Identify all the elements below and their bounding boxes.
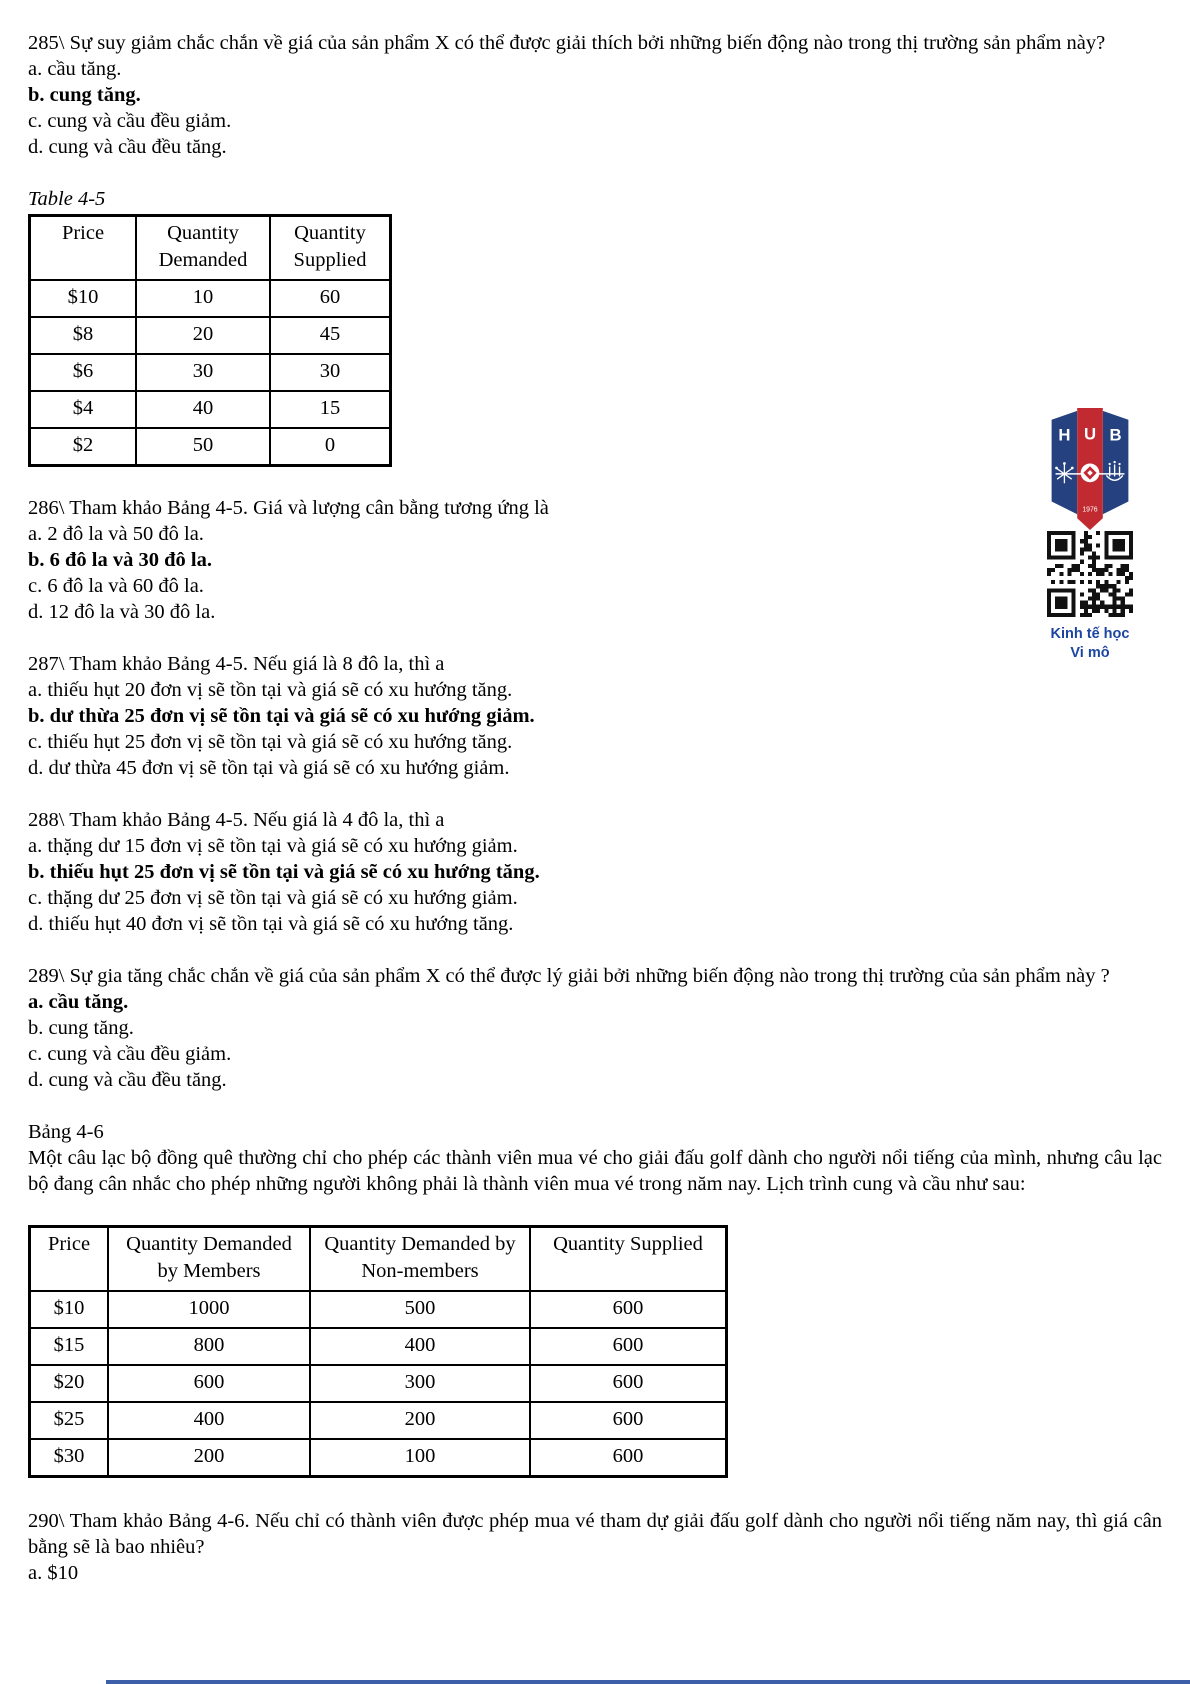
question-text: 289\ Sự gia tăng chắc chắn về giá của sản phẩm X có thể được lý giải bởi những biến động nào trong thị trường của sản phẩm này ? [28,965,1110,987]
question-286 [28,495,1162,625]
table-cell: $8 [30,317,137,354]
col-header: Quantity Supplied [270,216,391,281]
table-cell: 600 [530,1439,727,1477]
table-cell: 200 [310,1402,530,1439]
table-cell: 500 [310,1291,530,1328]
footer-divider [106,1680,1190,1684]
logo-letter-u: U [1083,424,1097,444]
table-cell: $30 [30,1439,109,1477]
table-cell: 300 [310,1365,530,1402]
col-header: Quantity Supplied [530,1227,727,1292]
table-cell: 400 [108,1402,310,1439]
option-d: d. cung và cầu đều tăng. [28,136,227,158]
table-cell: 10 [136,280,270,317]
question-285 [28,30,1162,160]
qr-code [1047,531,1133,617]
table-cell: 30 [136,354,270,391]
logo-letter-h: H [1058,425,1071,445]
col-header: Quantity Demanded by Non-members [310,1227,530,1292]
table-row [30,1365,727,1402]
table-cell: 60 [270,280,391,317]
option-a: a. thặng dư 15 đơn vị sẽ tồn tại và giá sẽ có xu hướng giảm. [28,835,518,857]
table-row [30,1328,727,1365]
col-header: Quantity Demanded [136,216,270,281]
option-b-correct: b. cung tăng. [28,84,141,106]
diamond-emblem-icon [1081,464,1100,483]
table-cell: 15 [270,391,391,428]
option-a: a. $10 [28,1562,79,1584]
brand-panel [1042,404,1138,663]
table-cell: $4 [30,391,137,428]
brand-caption-line1: Kinh tế học [1050,626,1130,642]
option-b: b. cung tăng. [28,1017,134,1039]
option-a: a. 2 đô la và 50 đô la. [28,523,204,545]
table-row [30,391,391,428]
table-cell: 40 [136,391,270,428]
option-b-correct: b. thiếu hụt 25 đơn vị sẽ tồn tại và giá sẽ có xu hướng tăng. [28,861,540,883]
table-cell: 50 [136,428,270,466]
table-row [30,317,391,354]
option-c: c. cung và cầu đều giảm. [28,110,232,132]
table-cell: $6 [30,354,137,391]
option-a-correct: a. cầu tăng. [28,991,129,1013]
bang-4-6-section [28,1119,1162,1197]
table-cell: 30 [270,354,391,391]
option-a: a. cầu tăng. [28,58,122,80]
table-cell: 20 [136,317,270,354]
bang-4-6-intro: Một câu lạc bộ đồng quê thường chỉ cho phép các thành viên mua vé cho giải đấu golf dành cho người nổi tiếng của mình, nhưng câu lạc bộ đang cân nhắc cho phép những người không phải là thành viên mua vé trong năm nay. Lịch trình cung và cầu như sau: [28,1147,1162,1195]
table-cell: 600 [530,1402,727,1439]
col-header: Price [30,1227,109,1292]
table-cell: 800 [108,1328,310,1365]
table-cell: 0 [270,428,391,466]
table-header-row [30,216,391,281]
question-287 [28,651,1162,781]
table-4-6 [28,1225,728,1478]
table-row [30,1402,727,1439]
option-b-correct: b. dư thừa 25 đơn vị sẽ tồn tại và giá sẽ có xu hướng giảm. [28,705,535,727]
table-cell: $10 [30,1291,109,1328]
table-cell: $20 [30,1365,109,1402]
question-text: 290\ Tham khảo Bảng 4-6. Nếu chỉ có thành viên được phép mua vé tham dự giải đấu golf dành cho người nổi tiếng năm nay, thì giá cân bằng sẽ là bao nhiêu? [28,1510,1162,1558]
question-text: 286\ Tham khảo Bảng 4-5. Giá và lượng cân bằng tương ứng là [28,497,549,519]
table-cell: 100 [310,1439,530,1477]
table-cell: 600 [530,1365,727,1402]
logo-letter-b: B [1109,425,1122,445]
col-header: Price [30,216,137,281]
table-row [30,354,391,391]
option-d: d. thiếu hụt 40 đơn vị sẽ tồn tại và giá sẽ có xu hướng tăng. [28,913,514,935]
question-text: 285\ Sự suy giảm chắc chắn về giá của sản phẩm X có thể được giải thích bởi những biến động nào trong thị trường sản phẩm này? [28,32,1106,54]
option-d: d. cung và cầu đều tăng. [28,1069,227,1091]
brand-caption [1042,625,1138,663]
table-cell: 600 [530,1328,727,1365]
table-cell: 400 [310,1328,530,1365]
question-289 [28,963,1162,1093]
table-header-row [30,1227,727,1292]
table-cell: 45 [270,317,391,354]
table-cell: $2 [30,428,137,466]
table-row [30,428,391,466]
question-text: 288\ Tham khảo Bảng 4-5. Nếu giá là 4 đô la, thì a [28,809,445,831]
bang-4-6-heading: Bảng 4-6 [28,1121,104,1143]
brand-caption-line2: Vi mô [1070,645,1110,661]
document-content [28,30,1162,1612]
table-cell: $10 [30,280,137,317]
table-4-5-caption: Table 4-5 [28,188,106,210]
table-cell: 1000 [108,1291,310,1328]
table-cell: 600 [530,1291,727,1328]
option-c: c. thặng dư 25 đơn vị sẽ tồn tại và giá sẽ có xu hướng giảm. [28,887,518,909]
option-c: c. 6 đô la và 60 đô la. [28,575,204,597]
option-d: d. 12 đô la và 30 đô la. [28,601,216,623]
logo-year: 1976 [1082,506,1098,514]
table-cell: 600 [108,1365,310,1402]
table-row [30,1291,727,1328]
option-c: c. cung và cầu đều giảm. [28,1043,232,1065]
question-288 [28,807,1162,937]
option-d: d. dư thừa 45 đơn vị sẽ tồn tại và giá sẽ có xu hướng giảm. [28,757,510,779]
table-cell: $15 [30,1328,109,1365]
option-c: c. thiếu hụt 25 đơn vị sẽ tồn tại và giá sẽ có xu hướng tăng. [28,731,513,753]
hub-shield-logo [1048,404,1132,531]
option-a: a. thiếu hụt 20 đơn vị sẽ tồn tại và giá sẽ có xu hướng tăng. [28,679,513,701]
table-cell: $25 [30,1402,109,1439]
table-cell: 200 [108,1439,310,1477]
table-row [30,280,391,317]
option-b-correct: b. 6 đô la và 30 đô la. [28,549,212,571]
col-header: Quantity Demanded by Members [108,1227,310,1292]
table-row [30,1439,727,1477]
table-4-5 [28,214,392,467]
question-290 [28,1508,1162,1586]
question-text: 287\ Tham khảo Bảng 4-5. Nếu giá là 8 đô la, thì a [28,653,445,675]
